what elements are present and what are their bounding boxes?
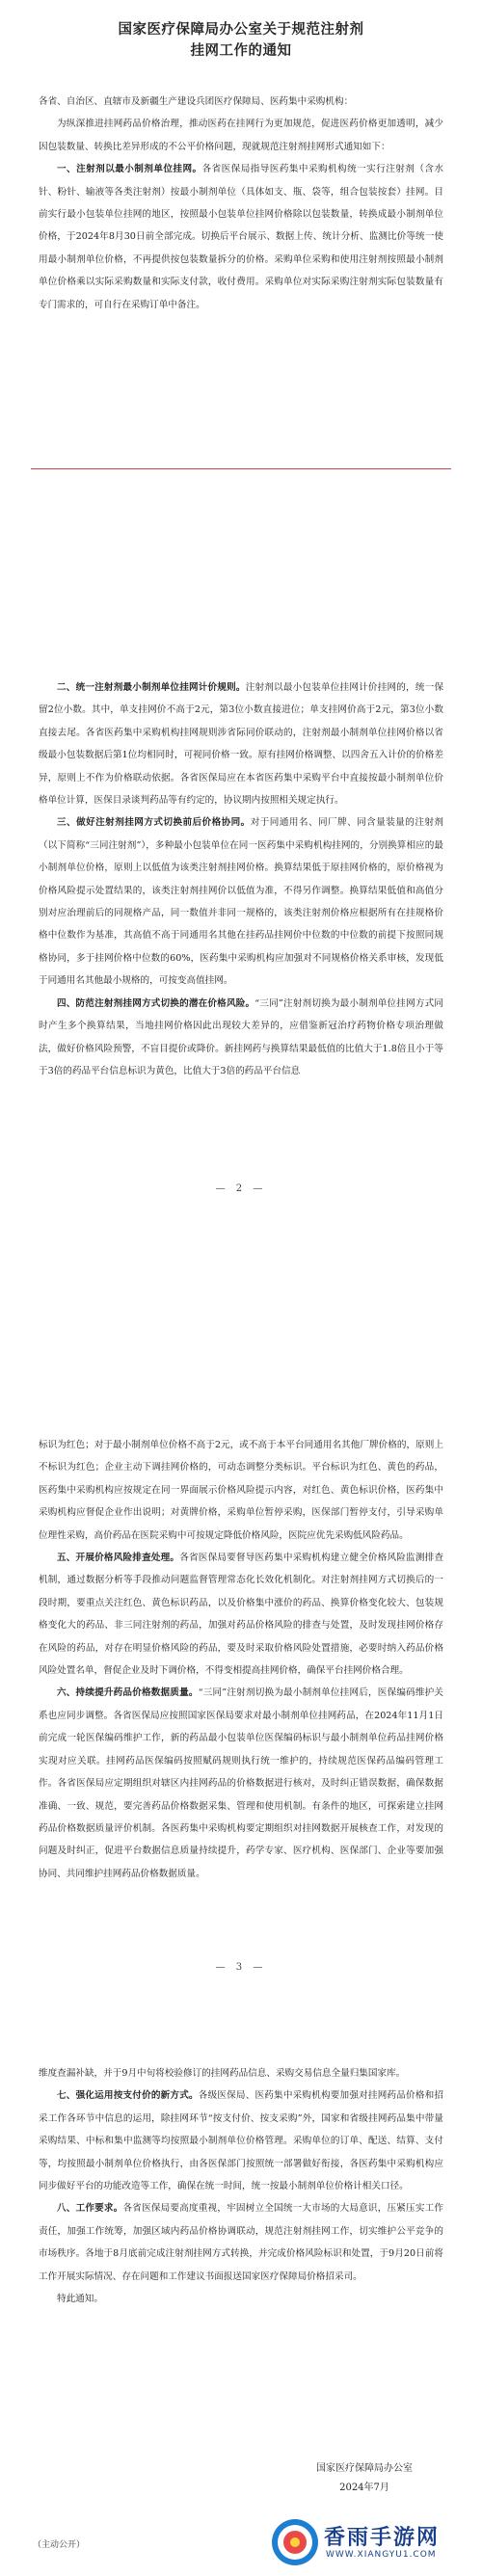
issuer-signature (297, 2459, 432, 2498)
section-5 (39, 1547, 443, 1682)
section-7 (39, 2085, 443, 2197)
document-title (39, 19, 443, 62)
watermark-logo-icon (272, 2519, 318, 2565)
section-8 (39, 2197, 443, 2288)
section-1 (39, 158, 443, 316)
section-4 (39, 993, 443, 1083)
section-2-title: 二、统一注射剂最小制剂单位挂网计价规则。 (57, 682, 246, 693)
page-number-3: — 3 — (215, 1962, 267, 1973)
issue-date: 2024年7月 (339, 2483, 389, 2493)
section-1-title: 一、注射剂以最小制剂单位挂网。 (57, 164, 202, 175)
watermark-domain: WWW.XIANGYU1.COM (326, 2550, 437, 2560)
issuer-name: 国家医疗保障局办公室 (316, 2463, 413, 2474)
section-8-body: 各省医保局要高度重视，牢固树立全国统一大市场的大局意识，压紧压实工作责任，加强工作统筹，加强区域内药品价格协调联动，规范注射剂挂网工作，切实维护公平竞争的市场秩序。各地于8月底前完成注射剂挂网方式转换，并完成价格风险标识和处置，于9月20日前将工作开展实际情况、存在问题和工作建议书面报送国家医疗保障局价格招采司。 (39, 2203, 444, 2282)
salutation: 各省、自治区、直辖市及新疆生产建设兵团医疗保障局、医药集中采购机构： (39, 96, 354, 107)
section-3-body: 对于同通用名、同厂牌、同含量装量的注射剂（以下简称“三同注射剂”），多种最小包装单位在同一医药集中采购机构挂网的，分别换算相应的最小制剂单位价格，原则上以低值为该类注射剂挂网价格。换算结果低于原挂网价格的，原价格视为价格风险提示处置结果的，该类注射剂挂网价以低值为准，不得另作调整。换算结果低值和高值分别对应治理前后的同规格产品，同一数值并非同一规格的，该类注射剂价格应根据所有在挂规格价格中位数作为基准，其高值不高于同通用名其他在挂药品挂网价中位数的中位数的前提下按照同规格协同，多于挂网价格中位数的60%，医药集中采购机构应加强对不同规格价格关系审核，发现低于同通用名其他最小规格的，可按变高值挂网。 (39, 817, 444, 987)
title-line-1: 国家医疗保障局办公室关于规范注射剂 (118, 21, 364, 38)
section-6-title: 六、持续提升药品价格数据质量。 (57, 1687, 199, 1699)
section-6-body: “三同”注射剂切换为最小制剂单位挂网后，医保编码维护关系也应同步调整。各省医保局应按照国家医保局要求对最小制剂单位挂网药品，在2024年11月1日前完成一轮医保编码维护工作，新的药品最小包装单位医保编码标识与最小制剂单位药品挂网价格实现对应关联。挂网药品医保编码按照赋码规则执行统一维护的，持续规范医保药品编码管理工作。各省医保局应定期组织对辖区内挂网药品的价格数据进行核对，及时纠正错误数据，确保数据准确、一致、规范，要完善药品价格数据采集、管理和使用机制。有条件的地区，可探索建立挂网药品价格数据质量评价机制。各医药集中采购机构要定期组织对挂网数据开展核查工作，对发现的问题及时纠正，促进平台数据信息质量持续提升，药学专家、医疗机构、医保部门、企业等要加强协同、共同维护挂网药品价格数据质量。 (39, 1687, 444, 1879)
page3-body (39, 1434, 443, 1885)
disclosure-note: （主动公开） (33, 2540, 86, 2550)
section-4-body: “三同”注射剂切换为最小制剂单位挂网方式同时产生多个换算结果，当地挂网价格因此出现较大差异的，应借鉴新冠治疗药物价格专项治理做法，做好价格风险预警，不盲目提价或降价。新挂网药与换算结果最低值的比值大于1.8倍且小于等于3倍的药品平台信息标识为黄色，比值大于3倍的药品平台信息 (39, 997, 443, 1076)
section-1-body: 各省医保局指导医药集中采购机构统一实行注射剂（含水针、粉针、输液等各类注射剂）按最小制剂单位（具体如支、瓶、袋等，组合包装按套）挂网。目前实行最小包装单位挂网的地区，按照最小包装单位挂网价格除以包装数量，转换成最小制剂单位价格，于2024年8月30日前全部完成。切换后平台展示、数据上传、统计分析、监测比价等统一使用最小制剂单位价格，不再提供按包装数量拆分的价格。采购单位采购和使用注射剂按照最小制剂单位价格乘以实际采购数量和实际支付款，收付费用。采购单位对实际采购注射剂实际包装数量有专门需求的，可自行在采购订单中备注。 (39, 164, 444, 310)
page4-body (39, 2062, 443, 2310)
section-5-title: 五、开展价格风险排查处理。 (57, 1553, 180, 1564)
intro-paragraph: 为纵深推进挂网药品价格治理，推动医药在挂网行为更加规范，促进医药价格更加透明，减少因包装数量、转换比差异形成的不公平价格问题，现就规范注射剂挂网形式通知如下： (39, 119, 443, 152)
section-5-body: 各省医保局要督导医药集中采购机构建立健全价格风险监测排查机制，通过数据分析等手段推动问题监督管理常态化长效化机制化。对注射剂挂网方式切换后的一段时期，要重点关注红色、黄色标识药品，以及价格集中涨价的药品、换算价格变化较大、包装规格变化大的药品、非三同注射剂的药品，加强对药品价格风险的排查与处置，及时发现挂网价格存在风险的药品，对存在明显价格风险的药品，要及时采取价格风险处置措施，必要时纳入药品价格风险处置名单，督促企业及时下调价格，不得变相提高挂网价格，确保平台挂网价格合理。 (39, 1553, 444, 1677)
section-3 (39, 811, 443, 992)
section-8-title: 八、工作要求。 (57, 2203, 123, 2215)
page-number-2: — 2 — (215, 1183, 267, 1194)
red-divider (31, 468, 451, 469)
section-6 (39, 1682, 443, 1885)
section-2 (39, 677, 443, 811)
closing-line: 特此通知。 (57, 2294, 103, 2305)
section-6-continued: 维度查漏补缺，并于9月中旬将校验修订的挂网药品信息、采购交易信息全量归集国家库。 (39, 2068, 406, 2079)
page1-body (39, 91, 443, 316)
section-4-continued: 标识为红色；对于最小制剂单位价格不高于2元，或不高于本平台同通用名其他厂牌价格的，原则上不标识为红色；企业主动下调挂网价格的，可动态调整分类标识。平台标识为红色、黄色的药品，医药集中采购机构应按规定在同一界面展示价格风险提示内容，对红色、黄色标识价格，医药集中采购机构应督促企业作出说明；对黄牌价格，采购单位暂停采购，医保部门暂停支付，引导采购单位理性采购，高价药品在医院采购中可按规定降低价格风险，医院应优先采购低风险药品。 (39, 1440, 443, 1541)
section-4-title: 四、防范注射剂挂网方式切换的潜在价格风险。 (57, 997, 255, 1009)
section-3-title: 三、做好注射剂挂网方式切换前后价格协同。 (57, 817, 251, 829)
section-2-body: 注射剂以最小包装单位挂网计价挂网的，统一保留2位小数。其中，单支挂网价不高于2元，第3位小数直接进位；单支挂网价高于2元，第3位小数直接去尾。各省医药集中采购机构挂网规则涉省际同价联动的，注射剂最小制剂单位挂网价格以省级最小包装数据后第1位均相同时，可视同价格一致。原有挂网价格调整、以四舍五入计价的价格差异，原则上不作为价格联动依据。各省医保局应在本省医药集中采购平台中直接按最小制剂单位价格单位计算，医保目录谈判药品等有约定的，协议期内按照相关规定执行。 (39, 682, 443, 807)
section-7-body: 各级医保局、医药集中采购机构要加强对挂网药品价格和招采工作各环节中信息的运用，除挂网环节“按支付价、按支采购”外，国家和省级挂网药品集中带量采购结果、中标和集中监测等均按照最小制剂单位价格管理。采购单位的订单、配送、结算、支付等，均按照最小制剂单位价格执行，由各医保部门按照统一部署做好衔接，各医药集中采购机构应同步做好平台的功能改造等工作，确保在统一时间，统一按最小制剂单位价格计相关口径。 (39, 2090, 444, 2192)
section-7-title: 七、强化运用按支付价的新方式。 (57, 2090, 199, 2102)
title-line-2: 挂网工作的通知 (190, 42, 292, 59)
page2-body (39, 677, 443, 1082)
watermark-name: 香雨手游网 (324, 2526, 441, 2550)
site-watermark (272, 2519, 474, 2567)
